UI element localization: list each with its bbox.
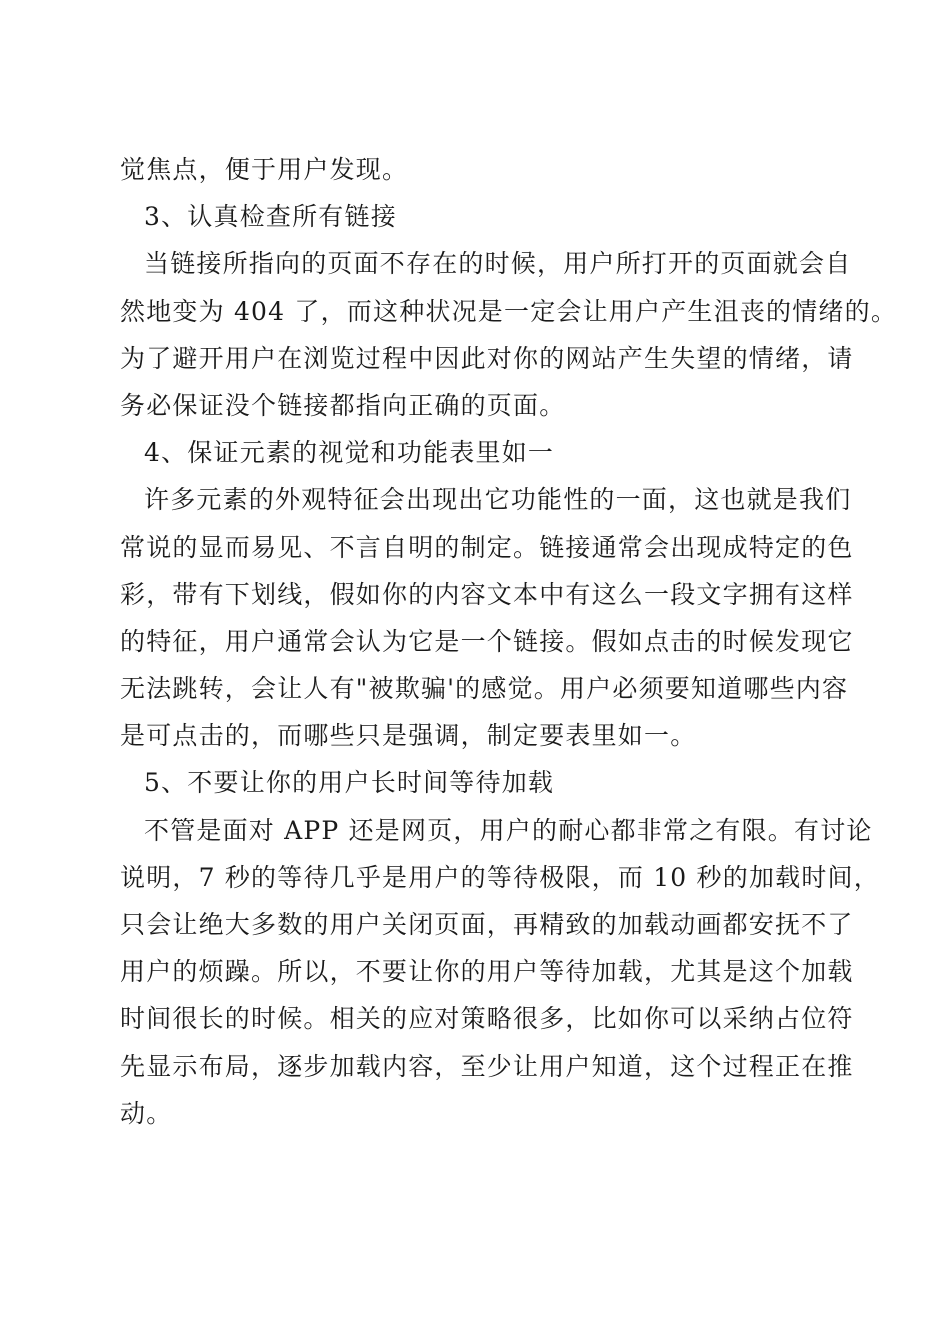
document-body: [120, 146, 898, 1137]
text-line: 彩，带有下划线，假如你的内容文本中有这么一段文字拥有这样: [120, 579, 854, 609]
text-line: 说明，7 秒的等待几乎是用户的等待极限，而 10 秒的加载时间，: [120, 862, 880, 892]
text-line: 是可点击的，而哪些只是强调，制定要表里如一。: [120, 721, 697, 751]
text-line: 只会让绝大多数的用户关闭页面，再精致的加载动画都安抚不了: [120, 910, 854, 939]
text-line: 常说的显而易见、不言自明的制定。链接通常会出现成特定的色: [120, 532, 854, 562]
text-line: 觉焦点，便于用户发现。: [120, 155, 409, 184]
text-line: 动。: [120, 1098, 173, 1128]
section-heading: 4、保证元素的视觉和功能表里如一: [144, 438, 555, 468]
text-line: 不管是面对 APP 还是网页，用户的耐心都非常之有限。有讨论: [144, 815, 873, 845]
section-heading: 3、认真检查所有链接: [144, 202, 397, 232]
text-line: 务必保证没个链接都指向正确的页面。: [120, 390, 566, 420]
section-heading: 5、不要让你的用户长时间等待加载: [144, 768, 555, 798]
text-line: 时间很长的时候。相关的应对策略很多，比如你可以采纳占位符: [120, 1004, 854, 1034]
text-line: 当链接所指向的页面不存在的时候，用户所打开的页面就会自: [144, 249, 852, 279]
text-line: 然地变为 404 了，而这种状况是一定会让用户产生沮丧的情绪的。: [120, 296, 898, 326]
text-line: 的特征，用户通常会认为它是一个链接。假如点击的时候发现它: [120, 626, 854, 656]
text-line: 用户的烦躁。所以，不要让你的用户等待加载，尤其是这个加载: [120, 957, 854, 987]
text-line: 许多元素的外观特征会出现出它功能性的一面，这也就是我们: [144, 485, 852, 515]
text-line: 无法跳转，会让人有"被欺骗'的感觉。用户必须要知道哪些内容: [120, 674, 849, 704]
text-line: 为了避开用户在浏览过程中因此对你的网站产生失望的情绪，请: [120, 343, 854, 373]
text-line: 先显示布局，逐步加载内容，至少让用户知道，这个过程正在推: [120, 1051, 854, 1081]
